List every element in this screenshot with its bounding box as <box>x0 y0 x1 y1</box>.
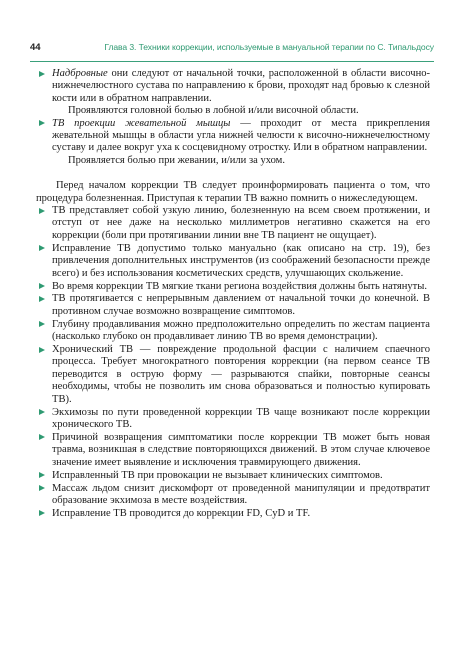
zone-item-masseter <box>36 118 430 155</box>
triangle-bullet-icon <box>39 321 45 327</box>
triangle-bullet-icon <box>39 120 45 126</box>
list-item: Исправленный ТВ при провокации не вызывает клинических симптомов. <box>36 470 430 482</box>
chapter-title: Глава 3. Техники коррекции, используемые в мануальной терапии по С. Типальдосу <box>104 42 434 52</box>
zone-item-brow <box>36 68 430 105</box>
list-item: Массаж льдом снизит дискомфорт от проведенной манипуляции и предотвратит образование экхимоза в месте воздействия. <box>36 483 430 508</box>
triangle-bullet-icon <box>39 434 45 440</box>
zone-term: ТВ проекции жевательной мышцы <box>52 117 231 129</box>
list-item: Хронический ТВ — повреждение продольной фасции с наличием спаечного процесса. Требует многократного повторения коррекции (на первом сеансе ТВ переводится в острую форму — разрываются спайки, повторные сеансы необходимы, чтобы не позволить им снова образоваться и полностью купировать ТВ). <box>36 344 430 406</box>
list-item: Причиной возвращения симптоматики после коррекции ТВ может быть новая травма, возникшая в следствие повторяющихся движений. В этом случае ключевое значение имеет выявление и исключения травмирующего движения. <box>36 432 430 469</box>
intro-paragraph: Перед началом коррекции ТВ следует проинформировать пациента о том, что процедура болезненная. Приступая к терапии ТВ важно помнить о нижеследующем. <box>36 180 430 204</box>
page-number: 44 <box>30 42 41 53</box>
zone-text: они следуют от начальной точки, расположенной в области височно-нижнечелюстного сустава по направлению к брови, проходят над бровью к слезной кости или в обратном направлении. <box>52 68 430 104</box>
triangle-bullet-icon <box>39 472 45 478</box>
list-item: ТВ представляет собой узкую линию, болезненную на всем своем протяжении, и отступ от нее даже на несколько миллиметров негативно скажется на его коррекции (боли при протягивании линии вне ТВ пациент не ощущает). <box>36 205 430 242</box>
triangle-bullet-icon <box>39 485 45 491</box>
zone-text: — проходит от места прикрепления жевательной мышцы в области угла нижней челюсти к височно-нижнечелюстному суставу и далее вокруг уха к сосцевидному отростку. Или в обратном направлении. <box>52 117 430 154</box>
list-item: Во время коррекции ТВ мягкие ткани региона воздействия должны быть натянуты. <box>36 281 430 293</box>
triangle-bullet-icon <box>39 71 45 77</box>
triangle-bullet-icon <box>39 347 45 353</box>
zone-term: Надбровные <box>52 68 108 79</box>
zone-note: Проявляются головной болью в лобной и/или височной области. <box>68 105 359 117</box>
triangle-bullet-icon <box>39 510 45 516</box>
list-item: Исправление ТВ допустимо только мануально (как описано на стр. 19), без привлечения дополнительных инструментов (из соображений безопасности прежде всего) и без использования косметических средств, улучшающих скольжение. <box>36 243 430 280</box>
triangle-bullet-icon <box>39 409 45 415</box>
bullet-list <box>36 205 430 520</box>
list-item: ТВ протягивается с непрерывным давлением от начальной точки до конечной. В противном случае возможно возвращение симптомов. <box>36 293 430 318</box>
page-body <box>36 68 430 521</box>
list-item: Исправление ТВ проводится до коррекции FD, CyD и TF. <box>36 508 430 520</box>
triangle-bullet-icon <box>39 245 45 251</box>
list-item: Экхимозы по пути проведенной коррекции ТВ чаще возникают после коррекции хронического ТВ. <box>36 407 430 432</box>
triangle-bullet-icon <box>39 296 45 302</box>
triangle-bullet-icon <box>39 283 45 289</box>
running-header <box>30 42 434 56</box>
zone-note: Проявляется болью при жевании, и/или за ухом. <box>68 154 285 166</box>
header-rule <box>30 61 434 62</box>
list-item: Глубину продавливания можно предположительно определить по жестам пациента (насколько глубоко он продавливает линию ТВ во время демонстрации). <box>36 319 430 344</box>
triangle-bullet-icon <box>39 208 45 214</box>
